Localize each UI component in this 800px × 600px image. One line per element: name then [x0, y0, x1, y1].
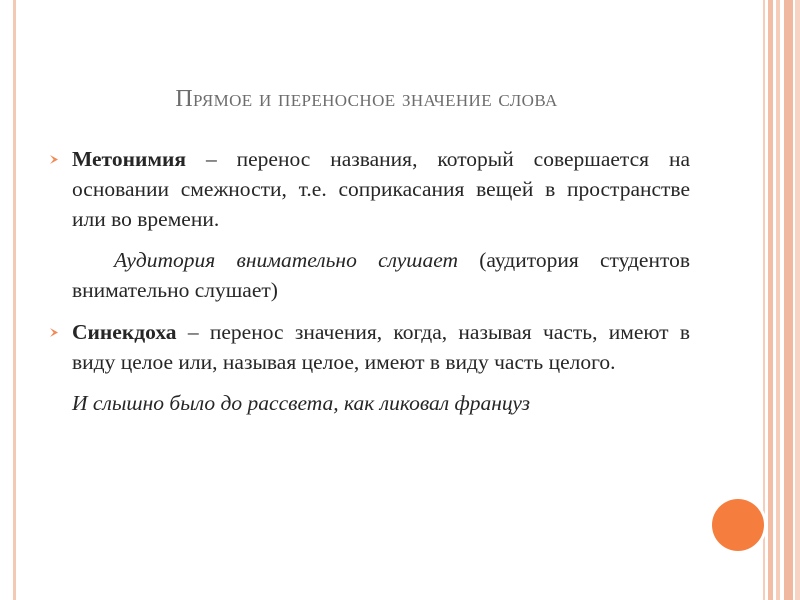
- example-metonymy: [50, 245, 690, 305]
- bullet-arrow-icon: [50, 328, 58, 337]
- slide-body: [50, 144, 690, 418]
- decorative-stripe: [795, 0, 800, 600]
- decorative-circle: [712, 499, 764, 551]
- term-metonymy: Метонимия: [72, 147, 187, 171]
- bullet-item-metonymy: [50, 144, 690, 234]
- definition-metonymy: – перенос названия, который совершается на основании смежности, т.е. соприкасания вещей в пространстве или во времени.: [72, 147, 690, 231]
- decorative-stripe: [784, 0, 793, 600]
- example-synecdoche-text: И слышно было до рассвета, как ликовал француз: [72, 391, 531, 415]
- slide-title: Прямое и переносное значение слова: [175, 86, 558, 112]
- decorative-stripe: [776, 0, 780, 600]
- example-plain: (аудитория студентов внимательно слушает): [72, 248, 690, 302]
- bullet-item-synecdoche: [50, 317, 690, 377]
- decorative-stripe: [768, 0, 773, 600]
- bullet-arrow-icon: [50, 155, 58, 164]
- term-synecdoche: Синекдоха: [72, 320, 177, 344]
- decorative-stripe: [763, 0, 765, 600]
- definition-synecdoche: – перенос значения, когда, называя часть, имеют в виду целое или, называя целое, имеют в виду часть целого.: [72, 320, 690, 374]
- example-italic: Аудитория внимательно слушает: [114, 248, 459, 272]
- example-synecdoche: [50, 388, 690, 418]
